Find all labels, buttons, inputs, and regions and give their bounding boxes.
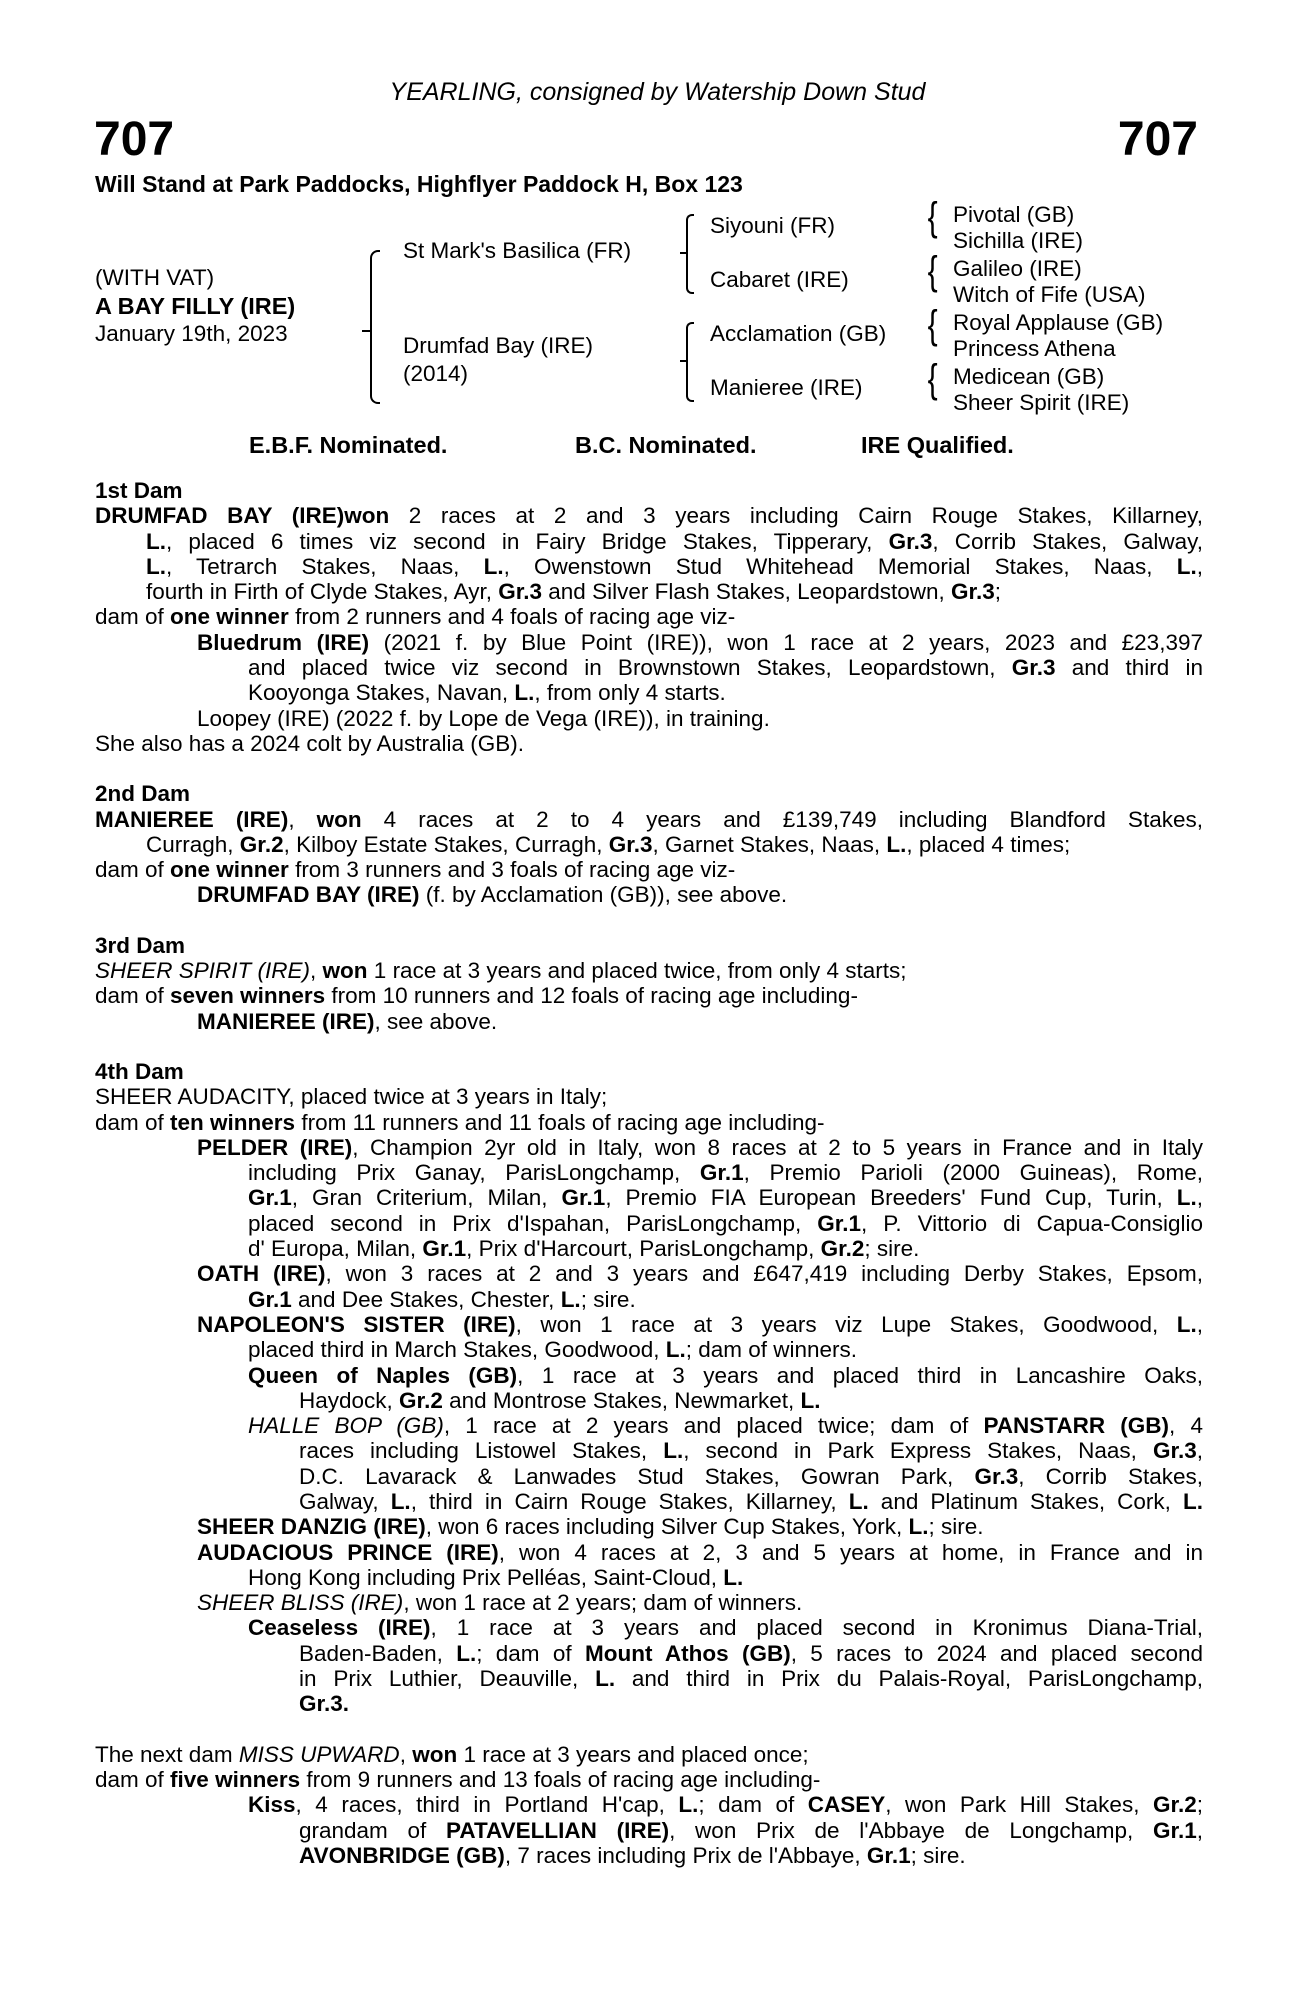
- progeny-line: [95, 1287, 1203, 1312]
- grade: Gr.3: [498, 579, 543, 605]
- race-text: and Montrose Stakes, Newmarket,: [442, 1387, 801, 1413]
- progeny-line: [95, 1261, 1203, 1286]
- race-text: ; sire.: [580, 1286, 636, 1312]
- race-text: ; sire.: [910, 1842, 966, 1868]
- race-text: , won Prix de l'Abbaye de Longchamp,: [669, 1817, 1153, 1843]
- grade: Gr.2: [399, 1387, 443, 1413]
- race-text: from 2 runners and 4 foals of racing age viz-: [288, 604, 736, 630]
- grade: Gr.3: [1152, 1438, 1197, 1464]
- race-text: , 4: [1169, 1413, 1203, 1439]
- ire-qualification: IRE Qualified.: [861, 432, 1014, 458]
- pedigree-brace-top: [370, 250, 380, 332]
- grade: Gr.2: [239, 831, 284, 857]
- race-text: , Garnet Stakes, Naas,: [652, 831, 887, 857]
- progeny-line: [95, 1818, 1203, 1843]
- race-text: and third in Prix du Palais-Royal, ParisLongchamp,: [615, 1666, 1203, 1692]
- race-text: , won 4 races at 2, 3 and 5 years at home, in France and in: [498, 1539, 1203, 1565]
- grade: Gr.3: [974, 1463, 1019, 1489]
- first-dam-line: [95, 655, 1203, 680]
- grade: Gr.1: [699, 1160, 744, 1186]
- race-text: Haydock,: [299, 1387, 400, 1413]
- gen3-name-8: Sheer Spirit (IRE): [953, 390, 1130, 415]
- fourth-dam-heading: 4th Dam: [95, 1058, 184, 1084]
- progeny-line: [95, 1413, 1203, 1438]
- race-text: ,: [1196, 1438, 1203, 1464]
- sire-dam: Cabaret (IRE): [710, 267, 849, 292]
- race-text: and Dee Stakes, Chester,: [291, 1286, 561, 1312]
- gen3-name-1: Pivotal (GB): [953, 202, 1075, 227]
- grade: Gr.1: [1152, 1817, 1197, 1843]
- race-text: , from only 4 starts.: [534, 680, 726, 706]
- race-text: , see above.: [374, 1008, 498, 1034]
- race-text: from 11 runners and 11 foals of racing age including-: [295, 1109, 825, 1135]
- next-dam-line: [95, 1742, 1203, 1767]
- grade: Gr.1: [561, 1185, 606, 1211]
- winners-count: one winner: [170, 857, 289, 883]
- grade: Gr.1: [817, 1210, 861, 1236]
- race-text: ;: [994, 579, 1002, 605]
- race-text: , third in Cairn Rouge Stakes, Killarney,: [410, 1488, 849, 1514]
- progeny-line: [95, 1540, 1203, 1565]
- grade: Gr.3: [608, 831, 653, 857]
- race-text: and Silver Flash Stakes, Leopardstown,: [542, 579, 951, 605]
- progeny-name: Bluedrum (IRE): [197, 629, 370, 655]
- third-dam-line: [95, 958, 1203, 983]
- gen3-brace-2: {: [927, 249, 938, 293]
- race-text: Curragh,: [146, 831, 240, 857]
- gen3-name-3: Galileo (IRE): [953, 256, 1082, 281]
- progeny-line: [95, 1615, 1203, 1640]
- race-text: , won 1 race at 3 years viz Lupe Stakes, Goodwood,: [515, 1311, 1177, 1337]
- grade: L.: [678, 1792, 699, 1818]
- grade: L.: [1176, 1311, 1197, 1337]
- progeny-name: AVONBRIDGE (GB): [299, 1842, 505, 1868]
- race-text: and third in: [1055, 655, 1204, 681]
- race-text: , Corrib Stakes, Galway,: [932, 528, 1203, 554]
- sire-brace-top: [686, 214, 694, 254]
- race-text: ; sire.: [928, 1514, 984, 1540]
- dam-year: (2014): [403, 361, 469, 386]
- race-text: ,: [310, 958, 323, 984]
- race-text: 1 race at 3 years and placed once;: [457, 1741, 809, 1767]
- gen3-name-7: Medicean (GB): [953, 364, 1105, 389]
- race-text: dam of: [95, 983, 171, 1009]
- race-text: The next dam: [95, 1741, 239, 1767]
- dam: Drumfad Bay (IRE): [403, 333, 594, 358]
- next-dam-line: [95, 1767, 1203, 1792]
- race-text: , Kilboy Estate Stakes, Curragh,: [283, 831, 609, 857]
- grade: Gr.3: [951, 579, 995, 605]
- progeny-name: PANSTARR (GB): [983, 1413, 1170, 1439]
- race-text: dam of: [95, 604, 171, 630]
- race-text: d' Europa, Milan,: [248, 1236, 423, 1262]
- second-dam-line: [95, 832, 1203, 857]
- progeny-line: [95, 1337, 1203, 1362]
- progeny-line: [95, 1211, 1203, 1236]
- grade: L.: [663, 1438, 684, 1464]
- grade: L.: [1183, 1488, 1203, 1514]
- race-text: Baden-Baden,: [299, 1640, 457, 1666]
- sire: St Mark's Basilica (FR): [403, 238, 632, 263]
- race-text: 2 races at 2 and 3 years including Cairn Rouge Stakes, Killarney,: [389, 503, 1203, 529]
- third-dam-line: [95, 1009, 1203, 1034]
- race-text: and placed twice viz second in Brownstown Stakes, Leopardstown,: [248, 655, 1012, 681]
- progeny-name: OATH (IRE): [197, 1261, 326, 1287]
- grade: L.: [390, 1488, 411, 1514]
- race-text: in Prix Luthier, Deauville,: [299, 1666, 596, 1692]
- gen3-brace-4: {: [927, 357, 938, 401]
- progeny-name: HALLE BOP (GB): [248, 1413, 444, 1439]
- race-text: grandam of: [299, 1817, 447, 1843]
- race-text: ,: [1196, 1185, 1203, 1211]
- stand-location: Will Stand at Park Paddocks, Highflyer Paddock H, Box 123: [95, 171, 743, 197]
- race-text: , won 6 races including Silver Cup Stakes, York,: [425, 1514, 909, 1540]
- grade: L.: [723, 1564, 744, 1590]
- race-text: D.C. Lavarack & Lanwades Stud Stakes, Gowran Park,: [299, 1463, 975, 1489]
- grade: L.: [800, 1387, 821, 1413]
- bc-nomination: B.C. Nominated.: [575, 432, 757, 458]
- catalogue-body: [95, 478, 1203, 1868]
- race-text: , Corrib Stakes,: [1018, 1463, 1203, 1489]
- race-text: ,: [1196, 1817, 1203, 1843]
- second-dam-line: [95, 857, 1203, 882]
- grade: Gr.1: [248, 1185, 292, 1211]
- race-text: , Prix d'Harcourt, ParisLongchamp,: [466, 1236, 821, 1262]
- race-text: ; dam of winners.: [685, 1337, 858, 1363]
- grade: L.: [560, 1286, 581, 1312]
- grade: L.: [665, 1337, 686, 1363]
- race-text: Galway,: [299, 1488, 391, 1514]
- progeny-line: [95, 1565, 1203, 1590]
- fourth-dam-line: SHEER AUDACITY, placed twice at 3 years in Italy;: [95, 1084, 608, 1110]
- race-text: races including Listowel Stakes,: [299, 1438, 664, 1464]
- grade: L.: [908, 1514, 929, 1540]
- race-text: , placed 6 times viz second in Fairy Bridge Stakes, Tipperary,: [166, 528, 889, 554]
- pedigree-brace-point: [362, 330, 370, 332]
- grade: L.: [1176, 1185, 1197, 1211]
- race-text: dam of: [95, 1766, 171, 1792]
- progeny-line: [95, 1641, 1203, 1666]
- progeny-name: DRUMFAD BAY (IRE): [197, 882, 420, 908]
- race-text: fourth in Firth of Clyde Stakes, Ayr,: [146, 579, 499, 605]
- race-text: , 1 race at 2 years and placed twice; dam of: [443, 1413, 984, 1439]
- grade: L.: [848, 1488, 869, 1514]
- race-text: 1 race at 3 years and placed twice, from only 4 starts;: [367, 958, 907, 984]
- dam-name: MANIEREE (IRE): [95, 806, 289, 832]
- grade: L.: [146, 528, 166, 554]
- grade: Gr.2: [820, 1236, 865, 1262]
- gen3-brace-3: {: [927, 303, 938, 347]
- race-text: from 9 runners and 13 foals of racing age including-: [300, 1766, 821, 1792]
- dam-sire: Acclamation (GB): [710, 321, 887, 346]
- progeny-line: [95, 1160, 1203, 1185]
- grade: Gr.3: [1011, 655, 1056, 681]
- race-text: , Tetrarch Stakes, Naas,: [166, 553, 484, 579]
- progeny-line: [95, 1185, 1203, 1210]
- vat-note: (WITH VAT): [95, 265, 215, 290]
- progeny-name: CASEY: [807, 1792, 886, 1818]
- race-text: , won Park Hill Stakes,: [885, 1792, 1153, 1818]
- race-text: , 4 races, third in Portland H'cap,: [295, 1792, 679, 1818]
- won-label: won: [344, 503, 390, 529]
- winners-count: ten winners: [170, 1109, 296, 1135]
- race-text: from 3 runners and 3 foals of racing age viz-: [288, 857, 736, 883]
- progeny-line: [95, 1388, 1203, 1413]
- first-dam-line: [95, 579, 1203, 604]
- lot-number-left: 707: [94, 113, 175, 166]
- sire-brace-bottom: [686, 254, 694, 294]
- first-dam-line: [95, 503, 1203, 528]
- dam-dam: Manieree (IRE): [710, 375, 863, 400]
- race-text: dam of: [95, 857, 171, 883]
- progeny-name: Queen of Naples (GB): [248, 1362, 518, 1388]
- race-text: , 5 races to 2024 and placed second: [790, 1640, 1203, 1666]
- second-dam-line: [95, 882, 1203, 907]
- gen3-name-4: Witch of Fife (USA): [953, 282, 1146, 307]
- first-dam-line: [95, 529, 1203, 554]
- race-text: , P. Vittorio di Capua-Consiglio: [861, 1210, 1203, 1236]
- grade: L.: [456, 1640, 477, 1666]
- grade: Gr.3.: [299, 1691, 350, 1717]
- race-text: dam of: [95, 1109, 171, 1135]
- horse-name: A BAY FILLY (IRE): [95, 293, 296, 319]
- race-text: ; dam of: [476, 1640, 585, 1666]
- grade: L.: [595, 1666, 616, 1692]
- first-dam-heading: 1st Dam: [95, 478, 183, 503]
- first-dam-line: [95, 630, 1203, 655]
- progeny-line: [95, 1489, 1203, 1514]
- first-dam-line: [95, 604, 1203, 629]
- third-dam-heading: 3rd Dam: [95, 932, 186, 958]
- race-text: Kooyonga Stakes, Navan,: [248, 680, 515, 706]
- race-text: including Prix Ganay, ParisLongchamp,: [248, 1160, 700, 1186]
- grade: Gr.1: [248, 1286, 292, 1312]
- grade: Gr.1: [422, 1236, 467, 1262]
- fourth-dam-line: [95, 1110, 1203, 1135]
- grade: L.: [483, 553, 504, 579]
- grade: L.: [514, 680, 535, 706]
- dam-brace-bottom: [686, 362, 694, 402]
- progeny-name: SHEER DANZIG (IRE): [197, 1514, 426, 1540]
- race-text: Hong Kong including Prix Pelléas, Saint-Cloud,: [248, 1564, 724, 1590]
- dam-brace-top: [686, 322, 694, 362]
- lot-number-right: 707: [1117, 113, 1198, 166]
- progeny-line: [95, 1236, 1203, 1261]
- race-text: ; dam of: [698, 1792, 808, 1818]
- race-text: , Premio Parioli (2000 Guineas), Rome,: [743, 1160, 1203, 1186]
- gen3-name-2: Sichilla (IRE): [953, 228, 1084, 253]
- grade: L.: [146, 553, 166, 579]
- progeny-name: Ceaseless (IRE): [248, 1615, 431, 1641]
- progeny-name: AUDACIOUS PRINCE (IRE): [197, 1539, 499, 1565]
- third-dam-line: [95, 983, 1203, 1008]
- grade: L.: [886, 831, 907, 857]
- race-text: , Owenstown Stud Whitehead Memorial Stakes, Naas,: [503, 553, 1177, 579]
- race-text: , 1 race at 3 years and placed second in Kronimus Diana-Trial,: [430, 1615, 1204, 1641]
- winners-count: one winner: [170, 604, 289, 630]
- progeny-name: PELDER (IRE): [197, 1134, 353, 1160]
- progeny-name: Mount Athos (GB): [584, 1640, 791, 1666]
- first-dam-line: [95, 680, 1203, 705]
- progeny-line: [95, 1438, 1203, 1463]
- gen3-name-6: Princess Athena: [953, 336, 1116, 361]
- grade: Gr.3: [888, 528, 933, 554]
- race-text: placed third in March Stakes, Goodwood,: [248, 1337, 666, 1363]
- winners-count: five winners: [170, 1766, 301, 1792]
- race-text: , second in Park Express Stakes, Naas,: [683, 1438, 1153, 1464]
- first-dam-line: She also has a 2024 colt by Australia (GB).: [95, 730, 524, 756]
- progeny-line: [95, 1363, 1203, 1388]
- won-label: won: [316, 806, 362, 832]
- race-text: (2021 f. by Blue Point (IRE)), won 1 race at 2 years, 2023 and £23,397: [369, 629, 1203, 655]
- grade: Gr.2: [1152, 1792, 1197, 1818]
- progeny-name: MANIEREE (IRE): [197, 1008, 375, 1034]
- grade: L.: [1176, 553, 1197, 579]
- progeny-name: Kiss: [248, 1792, 296, 1818]
- progeny-name: SHEER BLISS (IRE): [197, 1590, 404, 1616]
- race-text: ,: [399, 1741, 413, 1767]
- race-text: , won 3 races at 2 and 3 years and £647,419 including Derby Stakes, Epsom,: [325, 1261, 1203, 1287]
- race-text: , won 1 race at 2 years; dam of winners.: [403, 1590, 803, 1616]
- grade: Gr.1: [866, 1842, 911, 1868]
- race-text: ,: [288, 806, 317, 832]
- race-text: , Gran Criterium, Milan,: [291, 1185, 562, 1211]
- progeny-line: [95, 1792, 1203, 1817]
- sire-sire: Siyouni (FR): [710, 213, 836, 238]
- race-text: (f. by Acclamation (GB)), see above.: [419, 882, 788, 908]
- race-text: and Platinum Stakes, Cork,: [868, 1488, 1183, 1514]
- progeny-line: [95, 1464, 1203, 1489]
- race-text: placed second in Prix d'Ispahan, ParisLongchamp,: [248, 1210, 818, 1236]
- progeny-line: [95, 1590, 1203, 1615]
- pedigree-brace-bottom: [370, 332, 380, 404]
- won-label: won: [322, 958, 368, 984]
- race-text: ; sire.: [864, 1236, 920, 1262]
- second-dam-line: [95, 807, 1203, 832]
- race-text: , 7 races including Prix de l'Abbaye,: [504, 1842, 867, 1868]
- ebf-nomination: E.B.F. Nominated.: [249, 432, 448, 458]
- first-dam-line: Loopey (IRE) (2022 f. by Lope de Vega (IRE)), in training.: [197, 705, 770, 731]
- won-label: won: [412, 1741, 458, 1767]
- gen3-name-5: Royal Applause (GB): [953, 310, 1164, 335]
- progeny-name: PATAVELLIAN (IRE): [446, 1817, 670, 1843]
- race-text: , placed 4 times;: [906, 831, 1071, 857]
- progeny-line: [95, 1843, 1203, 1868]
- dam-name: MISS UPWARD: [238, 1741, 400, 1767]
- race-text: , Premio FIA European Breeders' Fund Cup, Turin,: [605, 1185, 1177, 1211]
- first-dam-line: [95, 554, 1203, 579]
- catalogue-subtitle: YEARLING, consigned by Watership Down Stud: [389, 78, 926, 106]
- progeny-name: NAPOLEON'S SISTER (IRE): [197, 1311, 516, 1337]
- progeny-line: [95, 1666, 1203, 1691]
- race-text: ,: [1196, 553, 1203, 579]
- dam-name: SHEER SPIRIT (IRE): [95, 958, 311, 984]
- progeny-line: [95, 1312, 1203, 1337]
- foaling-date: January 19th, 2023: [95, 321, 288, 346]
- race-text: 4 races at 2 to 4 years and £139,749 including Blandford Stakes,: [361, 806, 1203, 832]
- second-dam-heading: 2nd Dam: [95, 781, 191, 807]
- race-text: ;: [1196, 1792, 1204, 1818]
- progeny-line: [95, 1691, 1203, 1716]
- race-text: ,: [1196, 1311, 1203, 1337]
- dam-name: DRUMFAD BAY (IRE): [95, 503, 345, 529]
- race-text: , Champion 2yr old in Italy, won 8 races at 2 to 5 years in France and in Italy: [352, 1134, 1203, 1160]
- progeny-line: [95, 1135, 1203, 1160]
- race-text: , 1 race at 3 years and placed third in Lancashire Oaks,: [517, 1362, 1203, 1388]
- winners-count: seven winners: [170, 983, 326, 1009]
- race-text: from 10 runners and 12 foals of racing age including-: [325, 983, 858, 1009]
- gen3-brace-1: {: [927, 195, 938, 239]
- progeny-line: [95, 1514, 1203, 1539]
